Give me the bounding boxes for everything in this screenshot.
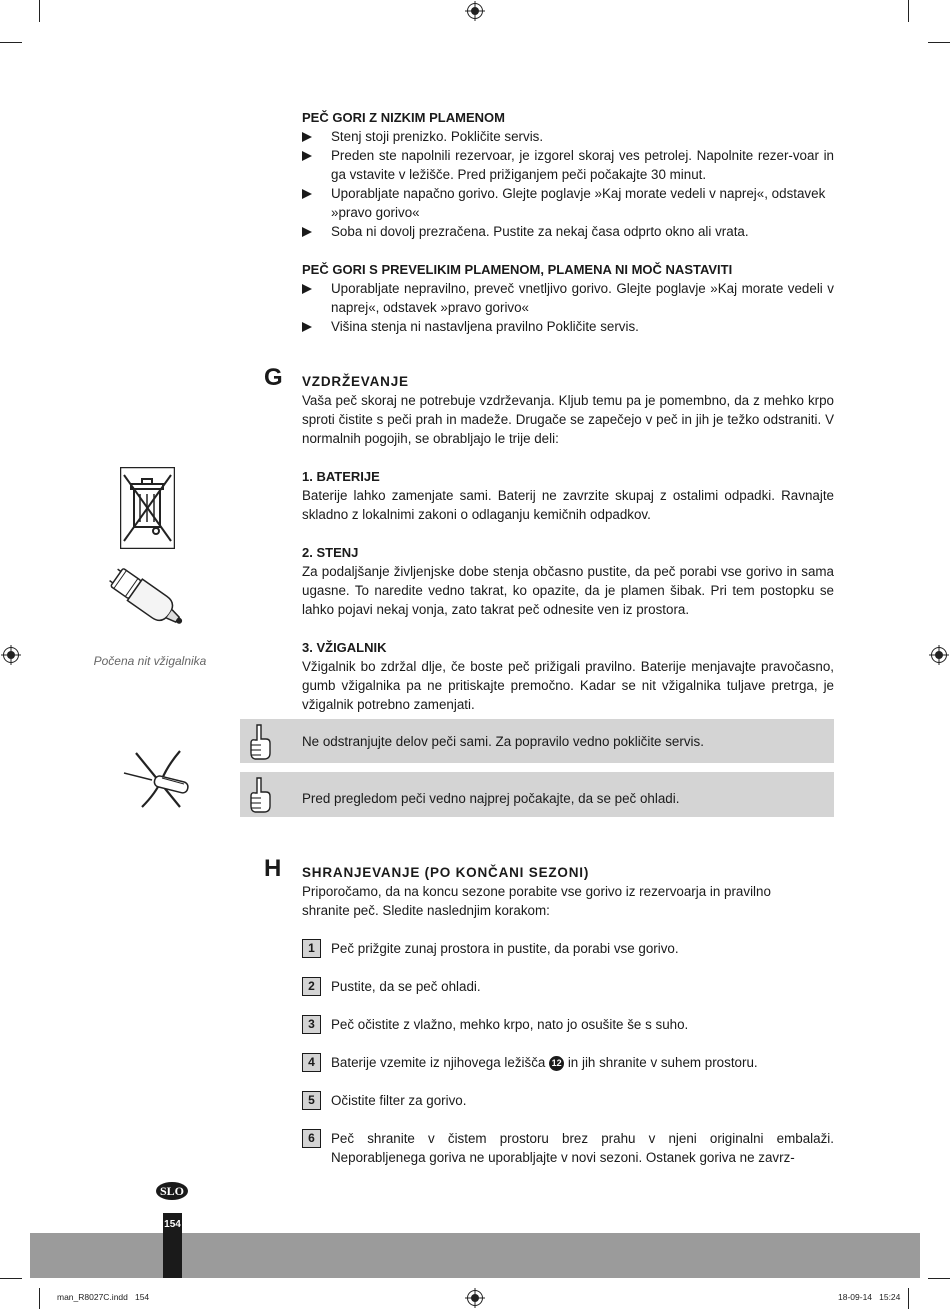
crossed-bin-icon: [120, 467, 175, 549]
batteries-heading: 1. BATERIJE: [302, 469, 380, 484]
section-g-intro: Vaša peč skoraj ne potrebuje vzdrževanja. Kljub temu pa je pomembno, da z mehko krpo sproti čistite s peči prah in madeže. Drugače se zapečejo v peč in jih je težko odstraniti. V normalnih pogojih, se obrabljajo le trije deli:: [302, 393, 834, 446]
registration-mark-left: [1, 645, 21, 665]
igniter-caption: Počena nit vžigalnika: [93, 654, 207, 668]
step-item: 4 Baterije vzemite iz njihovega ležišča 12 in jih shranite v suhem prostoru.: [302, 1053, 834, 1072]
warning-note-text: Ne odstranjujte delov peči sami. Za popravilo vedno pokličite servis.: [302, 734, 704, 749]
step-item: 2 Pustite, da se peč ohladi.: [302, 977, 834, 996]
crop-mark: [39, 1288, 40, 1309]
registration-mark-top: [465, 1, 485, 21]
section-g-title: VZDRŽEVANJE: [302, 374, 409, 389]
warning-note: [240, 772, 834, 817]
triangle-bullet-icon: [302, 151, 312, 161]
section-h-intro: Priporočamo, da na koncu sezone porabite vse gorivo iz rezervoarja in pravilno shranite peč. Sledite naslednjim korakom:: [302, 884, 771, 918]
step-number: 3: [302, 1015, 321, 1034]
crop-mark: [0, 1278, 22, 1279]
registration-mark-bottom: [465, 1288, 485, 1308]
wick-text: Za podaljšanje življenjske dobe stenja občasno pustite, da peč porabi vse gorivo in sama ugasne. To naredite vedno takrat, ko opazite, da je plamen šibak. Pri tem postopku se lahko pojavi nekaj vonja, zato takrat peč odnesite ven iz prostora.: [302, 564, 834, 617]
list-item: Višina stenja ni nastavljena pravilno Pokličite servis.: [302, 317, 834, 336]
list-item: Soba ni dovolj prezračena. Pustite za nekaj časa odprto okno ali vrata.: [302, 222, 834, 241]
file-info: man_R8027C.indd 154: [57, 1292, 150, 1302]
registration-mark-right: [929, 645, 949, 665]
crop-mark: [928, 42, 950, 43]
step-item: 1 Peč prižgite zunaj prostora in pustite, da porabi vse gorivo.: [302, 939, 834, 958]
no-screwdriver-icon: [122, 745, 192, 813]
igniter-icon: [100, 566, 196, 632]
crop-mark: [0, 42, 22, 43]
crop-mark: [908, 0, 909, 22]
list-item: Uporabljate napačno gorivo. Glejte poglavje »Kaj morate vedeli v naprej«, odstavek »pravo gorivo«: [302, 184, 834, 222]
crop-mark: [928, 1278, 950, 1279]
triangle-bullet-icon: [302, 322, 312, 332]
triangle-bullet-icon: [302, 284, 312, 294]
warning-note: [240, 719, 834, 763]
crop-mark: [908, 1288, 909, 1309]
low-flame-heading: PEČ GORI Z NIZKIM PLAMENOM: [302, 110, 505, 125]
list-item: Preden ste napolnili rezervoar, je izgorel skoraj ves petrolej. Napolnite rezer-voar in ga vstavite v ležišče. Pred prižiganjem peči počakajte 30 minut.: [302, 146, 834, 184]
step-number: 5: [302, 1091, 321, 1110]
batteries-text: Baterije lahko zamenjate sami. Baterij ne zavrzite skupaj z ostalimi odpadki. Ravnajte skladno z lokalnimi zakoni o odlaganju kemičnih odpadkov.: [302, 488, 834, 522]
reference-number-badge: 12: [549, 1056, 564, 1071]
pointing-hand-icon: [248, 776, 272, 814]
warning-note-text: Pred pregledom peči vedno najprej počakajte, da se peč ohladi.: [302, 791, 680, 806]
step-number: 1: [302, 939, 321, 958]
list-item: Uporabljate nepravilno, preveč vnetljivo gorivo. Glejte poglavje »Kaj morate vedeli v naprej«, odstavek »pravo gorivo«: [302, 279, 834, 317]
triangle-bullet-icon: [302, 227, 312, 237]
list-item: Stenj stoji prenizko. Pokličite servis.: [302, 127, 834, 146]
triangle-bullet-icon: [302, 132, 312, 142]
step-number: 2: [302, 977, 321, 996]
date-time: 18-09-14 15:24: [838, 1292, 901, 1302]
step-number: 4: [302, 1053, 321, 1072]
wick-heading: 2. STENJ: [302, 545, 359, 560]
page-number: 154: [164, 1219, 181, 1230]
step-item: 5 Očistite filter za gorivo.: [302, 1091, 834, 1110]
section-h-title: SHRANJEVANJE (PO KONČANI SEZONI): [302, 865, 590, 880]
section-letter-h: H: [264, 855, 282, 882]
step-item: 6 Peč shranite v čistem prostoru brez prahu v njeni originalni embalaži. Neporabljenega goriva ne uporabljajte v novi sezoni. Ostanek goriva ne zavrz-: [302, 1129, 834, 1167]
crop-mark: [39, 0, 40, 22]
step-number: 6: [302, 1129, 321, 1148]
high-flame-heading: PEČ GORI S PREVELIKIM PLAMENOM, PLAMENA NI MOČ NASTAVITI: [302, 262, 733, 277]
step-item: 3 Peč očistite z vlažno, mehko krpo, nato jo osušite še s suho.: [302, 1015, 834, 1034]
language-badge: SLO: [156, 1182, 188, 1200]
igniter-text: Vžigalnik bo zdržal dlje, če boste peč prižigali pravilno. Baterije menjavajte pravočasno, gumb vžigalnika pa ne pritiskajte premočno. Kadar se nit vžigalnika tuljave pretrga, je vžigalnik potrebno zamenjati.: [302, 659, 834, 712]
pointing-hand-icon: [248, 723, 272, 761]
igniter-heading: 3. VŽIGALNIK: [302, 640, 387, 655]
triangle-bullet-icon: [302, 189, 312, 199]
section-letter-g: G: [264, 364, 283, 391]
